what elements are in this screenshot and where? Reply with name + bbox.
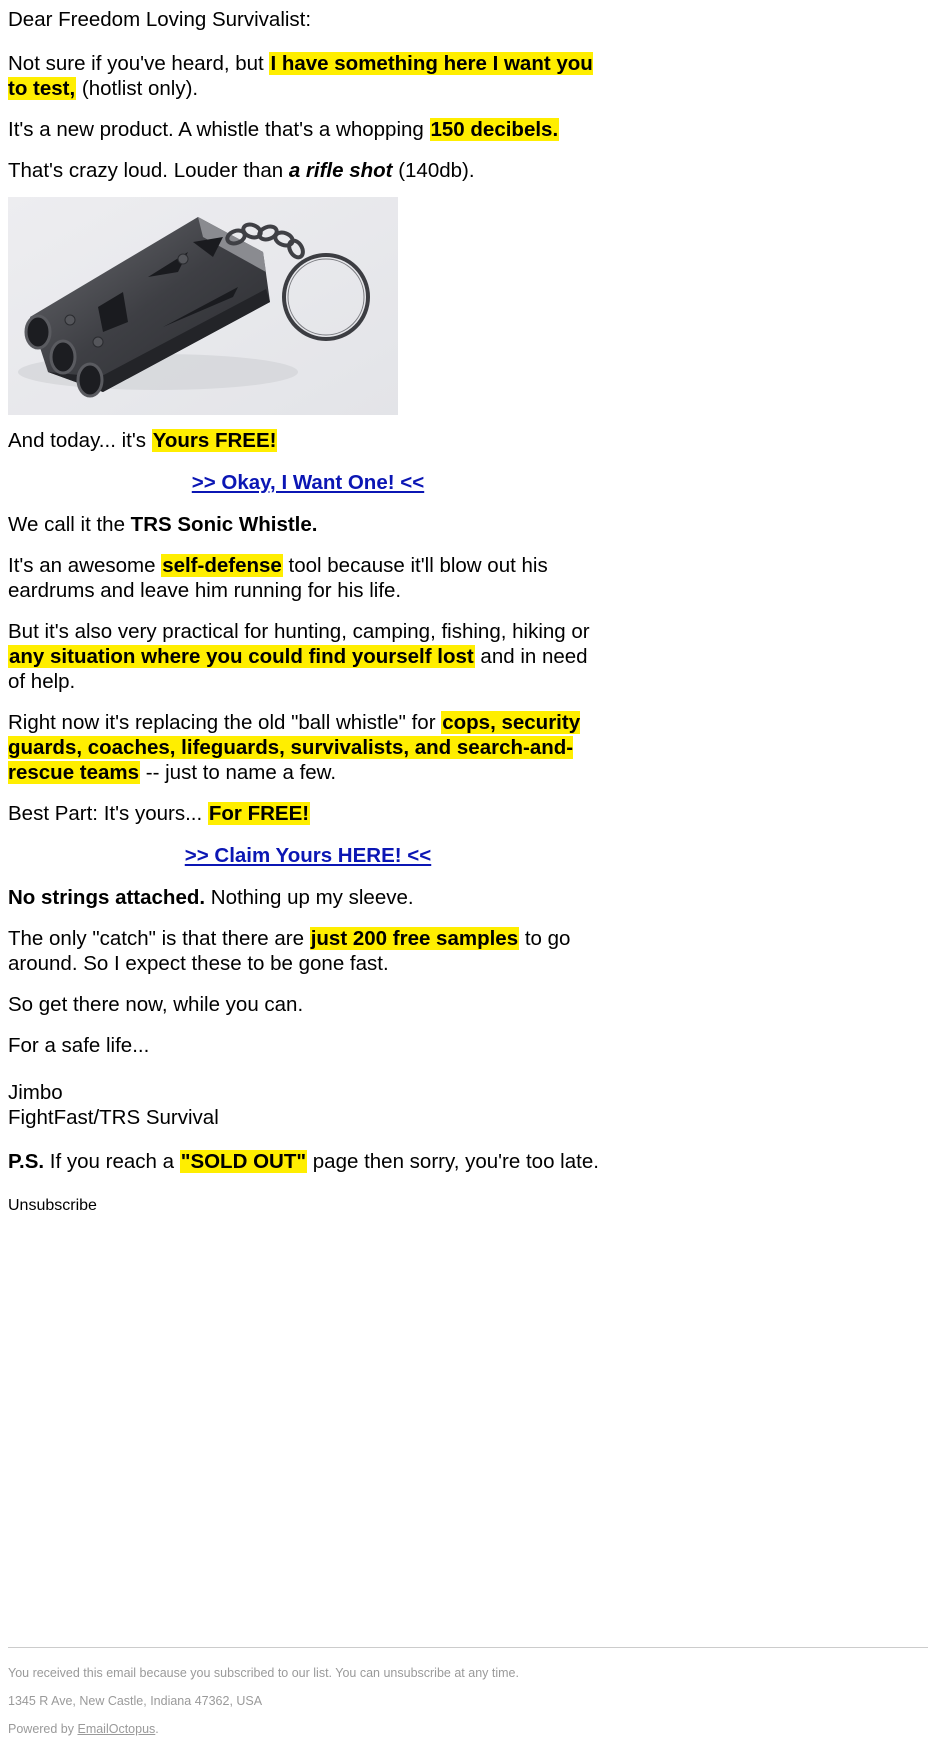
text: page then sorry, you're too late. [307, 1150, 599, 1173]
highlight-decibels: 150 decibels. [430, 118, 559, 141]
text: And today... it's [8, 429, 152, 452]
text: Best Part: It's yours... [8, 802, 208, 825]
highlight-yours-free: Yours FREE! [152, 429, 277, 452]
text: (140db). [392, 159, 475, 182]
text: to go around. So I expect these to be gone fast. [8, 927, 571, 975]
paragraph-safe-life: For a safe life... [8, 1034, 150, 1057]
text: It's an awesome [8, 554, 162, 577]
footer-address: 1345 R Ave, New Castle, Indiana 47362, USA [8, 1694, 263, 1708]
paragraph-get-there: So get there now, while you can. [8, 993, 304, 1016]
email-body [8, 0, 608, 1216]
paragraph-intro [8, 51, 608, 101]
highlight-test: I have something here I want you to test, [8, 52, 593, 100]
postscript [8, 1149, 608, 1174]
highlight-for-free: For FREE! [208, 802, 310, 825]
highlight-sold-out: "SOLD OUT" [180, 1150, 307, 1173]
emailoctopus-link[interactable]: EmailOctopus [77, 1722, 156, 1736]
unsubscribe-link[interactable]: Unsubscribe [8, 1197, 97, 1214]
signature-name: Jimbo [8, 1081, 63, 1104]
footer-powered [8, 1722, 928, 1737]
text: That's crazy loud. Louder than [8, 159, 289, 182]
paragraph-self-defense [8, 553, 608, 603]
text: It's a new product. A whistle that's a whopping [8, 118, 430, 141]
emphasis-rifle-shot: a rifle shot [288, 159, 393, 182]
claim-yours-here-link[interactable]: >> Claim Yours HERE! << [184, 844, 432, 867]
highlight-self-defense: self-defense [162, 554, 282, 577]
footer-notice: You received this email because you subscribed to our list. You can unsubscribe at any time. [8, 1666, 519, 1680]
greeting: Dear Freedom Loving Survivalist: [8, 8, 312, 31]
whistle-image [8, 197, 398, 415]
no-strings-bold: No strings attached. [8, 886, 206, 909]
text: We call it the [8, 513, 131, 536]
cta-okay [8, 470, 608, 495]
paragraph-practical [8, 619, 608, 694]
text: and in need of help. [8, 645, 588, 693]
product-image [8, 197, 608, 415]
text: Right now it's replacing the old "ball whistle" for [8, 711, 442, 734]
paragraph-catch [8, 926, 608, 976]
highlight-lost: any situation where you could find yourself lost [9, 645, 474, 668]
paragraph-no-strings [8, 885, 608, 910]
product-name: TRS Sonic Whistle. [130, 513, 318, 536]
signature-org: FightFast/TRS Survival [8, 1106, 219, 1129]
ps-label: P.S. [8, 1150, 45, 1173]
text: Not sure if you've heard, but [8, 52, 270, 75]
text: The only "catch" is that there are [8, 927, 310, 950]
paragraph-rifle [8, 158, 608, 183]
text: . [155, 1722, 159, 1736]
cta-claim [8, 843, 608, 868]
paragraph-replacing [8, 710, 608, 785]
highlight-teams: cops, security guards, coaches, lifeguards, survivalists, and search-and-rescue teams [8, 711, 581, 784]
unsubscribe-row [8, 1191, 608, 1216]
paragraph-free [8, 428, 608, 453]
highlight-samples: just 200 free samples [310, 927, 519, 950]
text: Powered by [8, 1722, 78, 1736]
text: (hotlist only). [76, 77, 199, 100]
email-footer [8, 1647, 928, 1737]
text: If you reach a [44, 1150, 180, 1173]
text: But it's also very practical for hunting, camping, fishing, hiking or [8, 620, 590, 643]
text: tool because it'll blow out his eardrums and leave him running for his life. [8, 554, 548, 602]
paragraph-name [8, 512, 608, 537]
text: -- just to name a few. [140, 761, 337, 784]
paragraph-best-part [8, 801, 608, 826]
text: Nothing up my sleeve. [205, 886, 414, 909]
paragraph-decibels [8, 117, 608, 142]
okay-i-want-one-link[interactable]: >> Okay, I Want One! << [191, 471, 425, 494]
